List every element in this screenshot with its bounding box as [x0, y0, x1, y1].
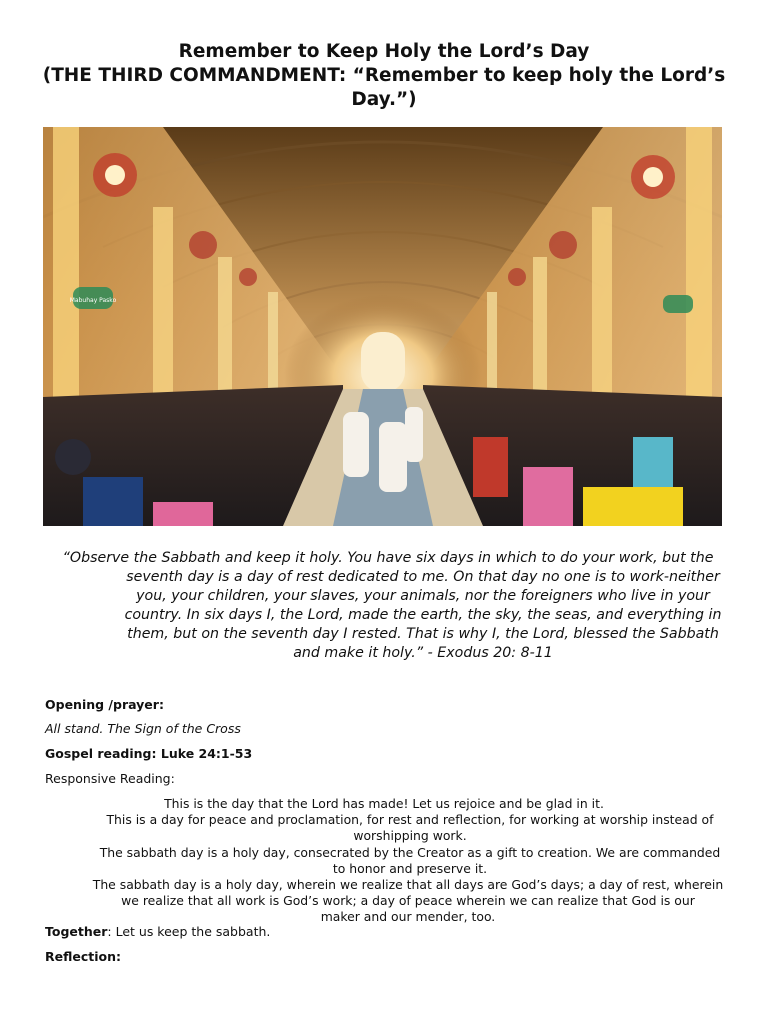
together-label: Together — [45, 924, 108, 939]
quote-line-2: seventh day is a day of rest dedicated to me. On that day no one is to work-neither — [126, 569, 720, 585]
opening-prayer-label: Opening /prayer: — [45, 697, 164, 712]
opening-prayer-text: All stand. The Sign of the Cross — [45, 721, 241, 736]
church-interior-photo — [43, 127, 722, 526]
title-line-2: (THE THIRD COMMANDMENT: “Remember to keep holy the Lord’s — [42, 65, 726, 86]
responsive-line-1: This is the day that the Lord has made! Let us rejoice and be glad in it. — [164, 796, 604, 811]
responsive-line-3a: The sabbath day is a holy day, consecrated by the Creator as a gift to creation. We are commanded — [99, 845, 721, 860]
title-line-1: Remember to Keep Holy the Lord’s Day — [178, 41, 590, 62]
page-title — [40, 40, 728, 112]
reflection-label: Reflection: — [45, 949, 122, 964]
gospel-reading-label: Gospel reading: Luke 24:1-53 — [45, 746, 253, 761]
quote-line-4: country. In six days I, the Lord, made the earth, the sky, the seas, and everything in — [124, 607, 722, 623]
responsive-line-3b: to honor and preserve it. — [332, 861, 488, 876]
responsive-line-2b: worshipping work. — [353, 828, 467, 843]
title-line-3: Day.”) — [351, 89, 417, 110]
together-line — [45, 924, 270, 940]
scripture-quote — [52, 549, 724, 663]
quote-line-3: you, your children, your slaves, your animals, nor the foreigners who live in your — [136, 588, 710, 604]
responsive-line-4b: we realize that all work is God’s work; a day of peace wherein we can realize that God is our — [121, 893, 695, 908]
responsive-line-4c: maker and our mender, too. — [320, 909, 496, 924]
quote-line-6: and make it holy.” - Exodus 20: 8-11 — [293, 645, 553, 661]
responsive-line-4a: The sabbath day is a holy day, wherein we realize that all days are God’s days; a day of rest, wherein — [92, 877, 724, 892]
responsive-reading-label: Responsive Reading: — [45, 771, 175, 786]
quote-line-5: them, but on the seventh day I rested. That is why I, the Lord, blessed the Sabbath — [127, 626, 719, 642]
svg-text:Mabuhay Pasko: Mabuhay Pasko — [69, 297, 117, 304]
together-text: : Let us keep the sabbath. — [107, 924, 271, 939]
responsive-line-2a: This is a day for peace and proclamation, for rest and reflection, for working at worship instead of — [106, 812, 714, 827]
quote-line-1: “Observe the Sabbath and keep it holy. You have six days in which to do your work, but the — [62, 550, 714, 566]
